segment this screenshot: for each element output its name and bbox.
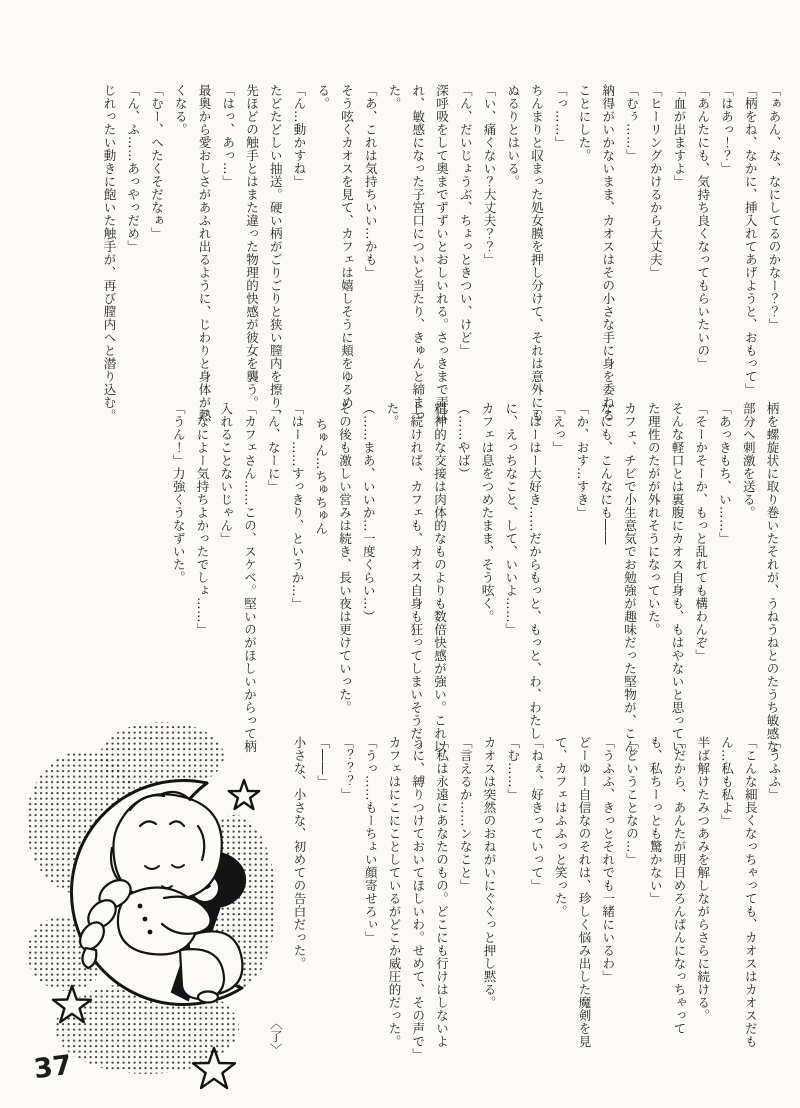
text-line: 「だから、あんたが明日めろんぱんになっちゃっても、私ちーっとも驚かない」 [648, 736, 687, 1035]
text-line: カフェは息をつめたまま、そう呟く。 [480, 402, 495, 623]
text-line: そう呟くカオスを見て、カフェは嬉しそうに頬をゆるめる。 [315, 84, 355, 409]
text-line: 「うん！」力強くうなずいた。 [171, 402, 187, 584]
text-line: 「そーかそーか、もっと乱れても構わんぞ」 [693, 402, 709, 662]
text-line: 「あんたにも、気持ち良くなってもらいたいの」 [695, 84, 711, 370]
text-line: 「どいうことなの…」 [624, 736, 640, 866]
text-line: 「ぁあん、な、なにしてるのかなー？？」 [767, 84, 782, 331]
text-line: 納得がいかないまま、カオスはその小さな手に身を委ねることにした。 [577, 84, 616, 422]
text-line: 「あっきもち、い……」 [717, 402, 733, 545]
text-line: 「血が出ますよ」 [672, 84, 687, 188]
text-line: 「ん…動かすね」 [292, 84, 307, 188]
text-line: 「ん、だいじょうぶ、ちょっときつい、けど」 [458, 84, 474, 357]
text-line: 柄を螺旋状に取り巻いたそれが、うねうねとのたうち敏感な部分へ刺激を送る。 [741, 402, 780, 753]
text-section-bottom [256, 736, 787, 1061]
text-line: 小さな、小さな、初めての告白だった。 [292, 736, 307, 970]
text-line: 「――」 [315, 736, 331, 788]
text-line: 「い、痛くない？大丈夫？？」 [482, 84, 497, 266]
text-line: ちんまりと収まった処女膜を押し分けて、それは意外にもぬるりとはいる。 [505, 84, 545, 422]
star-icon [229, 780, 259, 809]
text-line: カフェはにこにことしているがどこか威圧的だった。 [387, 736, 402, 1048]
text-line: 半ば解けたみつあみを解しながらさらに続ける。 [695, 736, 711, 1022]
text-line: そんな軽口とは裏腹にカオス自身も、もはやないと思っていた理性のたがが外れそうになっていた。 [646, 402, 685, 753]
text-line: 「はー……すっきり、というか…」 [290, 402, 305, 610]
moon-illustration [12, 698, 288, 1102]
text-line: 「柄をね、なかに、挿入れてあげようと、おもって」 [743, 84, 759, 396]
text-line: （……まあ、いいか…一度くらい…） [361, 402, 377, 623]
text-line: 「言えるか……ンなこと」 [458, 736, 474, 892]
text-line: 「ん、なーに」 [266, 402, 282, 493]
text-line: カフェ、チビで小生意気でお勉強が趣味だった堅物が、こんなにも、こんなにも―― [598, 402, 638, 753]
text-line: その後も激しい営みは続き、長い夜は更けていった。 [337, 402, 353, 714]
text-line: （……やば） [456, 402, 472, 480]
sound-effect-line: ちゅん…ちゅちゅん [313, 418, 329, 536]
text-line: 最奥から愛おしさがあふれ出るように、じわりと身体が熱くなる。 [173, 84, 212, 422]
text-line: 「うっ……もーちょい顔寄せろぃ」 [363, 736, 379, 944]
text-line: 「カフェさん……この、スケベ。堅いのがほしいからって柄入れることないじゃん」 [218, 402, 258, 753]
text-section-top [97, 84, 786, 424]
text-line: 「はっ、あっ…」 [220, 84, 236, 188]
text-line: たどたどしい抽送。硬い柄がごりごりと狭い膣内を擦り、先ほどの触手とはまた違った物理的快感が彼女を襲う。 [244, 84, 284, 422]
text-line: 「こんな細長くなっちゃっても、カオスはカオスだもん…私も私よ」 [719, 736, 759, 1048]
text-line: 「むぅ……」 [624, 84, 640, 162]
text-line: カオスは突然のおねがいにぐぐっと押し黙る。 [482, 736, 497, 1009]
text-line: 「なによー気持ちよかったでしょ……」 [195, 402, 210, 636]
moon-illustration-svg [12, 698, 288, 1102]
text-line: 「はあっ！？」 [719, 84, 735, 175]
text-line: 「か、おす…すき」 [575, 402, 590, 519]
text-line: 「あ、これは気持ちいい…かも」 [363, 84, 379, 279]
page-number: 37 [32, 1049, 74, 1086]
text-line: 「私は永遠にあなたのもの。どこにも行けはしないように、縛りつけておいてほしいわ。せめて、その声で」 [410, 736, 450, 1061]
text-line: どーゆー自信なのそれは、珍しく悩み出した魔剣を見て、カフェはふふっと笑った。 [553, 736, 592, 1048]
text-line: 「っ……」 [553, 84, 569, 149]
text-line: 「むー、へたくそだなぁ」 [149, 84, 165, 240]
text-line: じれったい動きに飽いた触手が、再び膣内へと潜り込む。 [102, 84, 117, 422]
text-line: 「うふふ、きっとそれでも一緒にいるわ」 [600, 736, 616, 983]
text-line: 精神的な交接は肉体的なものよりも数倍快感が強い。これ以上続ければ、カフェも、カオス自身も狂ってしまいそうだった。 [385, 402, 448, 753]
text-line: 「えっ」 [551, 402, 567, 454]
text-line: 「うふふ」 [767, 736, 782, 801]
text-line: 「む……」 [505, 736, 521, 801]
text-line: 「？？？」 [339, 736, 355, 801]
text-line: 「ねぇ、好きっていって」 [529, 736, 545, 892]
text-line: 「はーはー大好き……だからもっと、もっと、わ、わたしに、えっちなこと、して、いいよ……」 [503, 402, 543, 740]
text-line: 「ヒーリングかけるから大丈夫」 [648, 84, 664, 279]
end-mark: 〈了〉 [268, 1017, 284, 1056]
text-line: 深呼吸をして奥までずずいとおしいれる。さっきまで弄ばれ、敏感になった子宮口についと当たり、きゅんと締まった。 [387, 84, 450, 422]
text-line: 「ん、ふ……あっやっだめ」 [125, 84, 141, 253]
